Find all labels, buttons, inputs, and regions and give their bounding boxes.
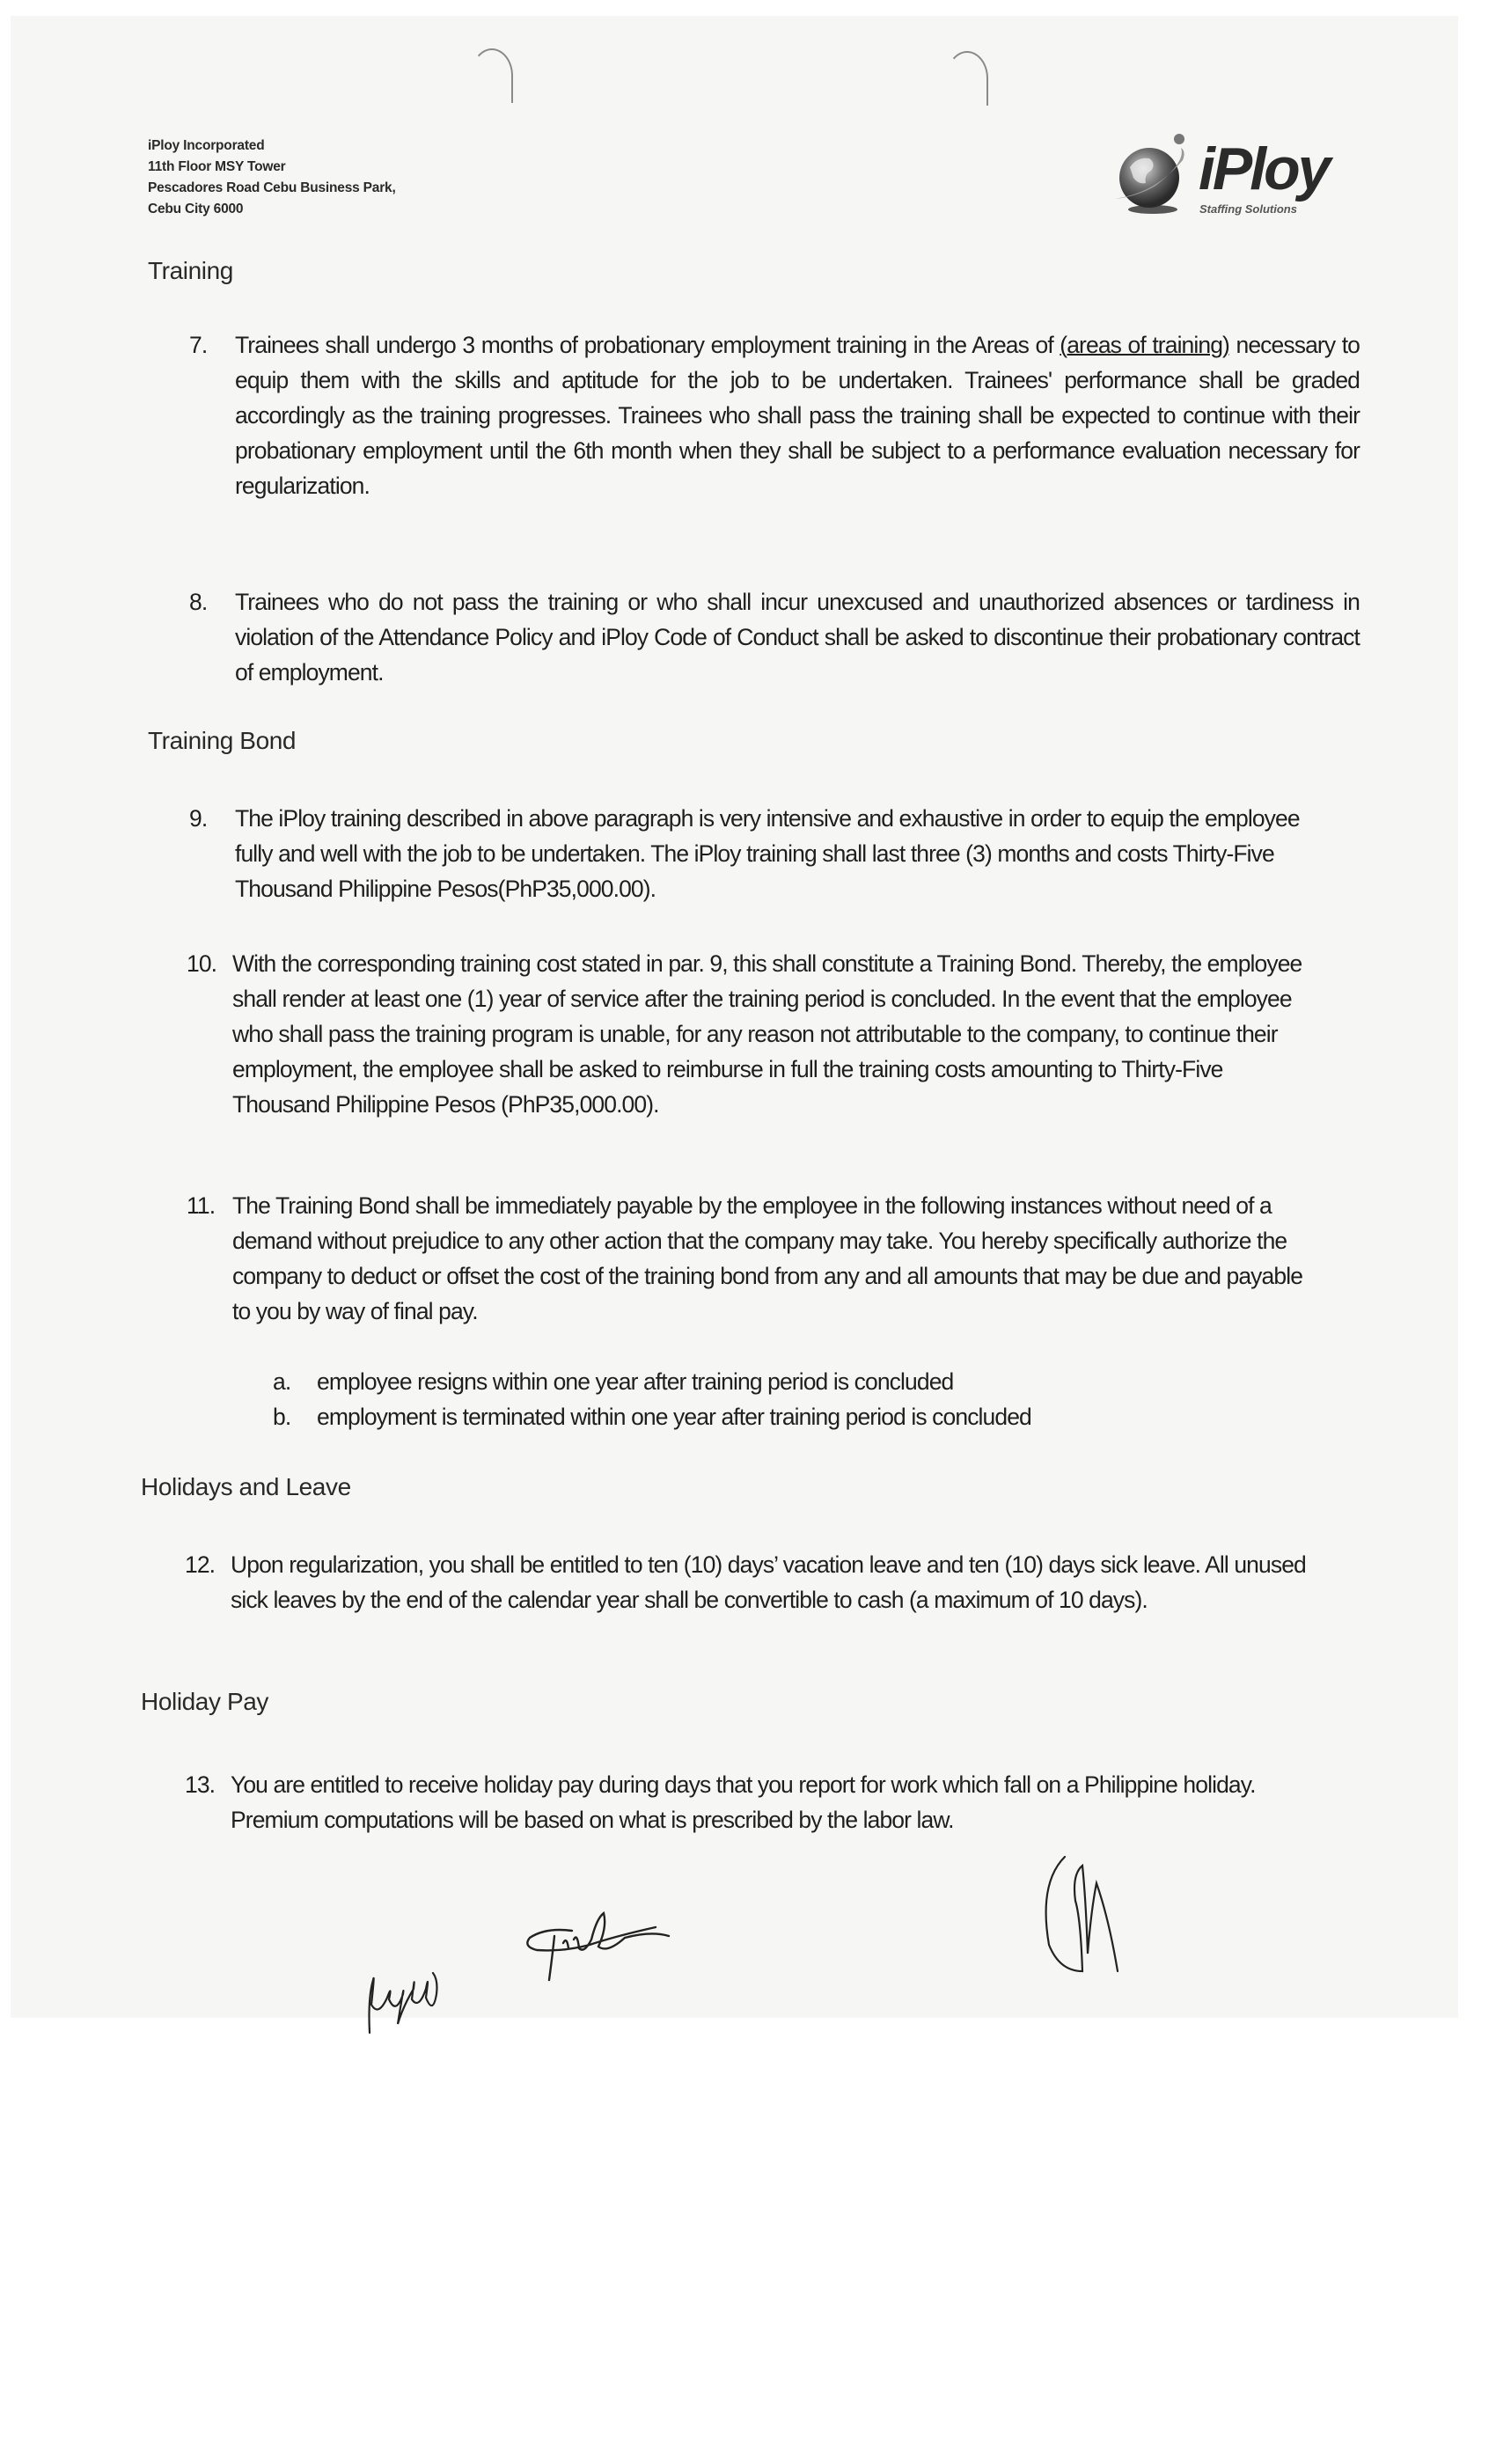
signature-right <box>1030 1848 1170 1989</box>
placeholder-areas-of-training: (areas of training) <box>1060 332 1229 358</box>
signature-left <box>352 1945 484 2042</box>
address-line: Pescadores Road Cebu Business Park, <box>148 180 396 195</box>
paragraph-number: 12. <box>185 1551 216 1578</box>
signature-middle <box>484 1901 678 1989</box>
section-heading-holidays-and-leave: Holidays and Leave <box>141 1473 351 1500</box>
section-heading-holiday-pay: Holiday Pay <box>141 1688 269 1715</box>
list-marker: b. <box>273 1404 291 1430</box>
company-address <box>148 136 396 220</box>
list-marker: a. <box>273 1368 291 1395</box>
company-logo <box>1111 132 1357 220</box>
list-item-text: employee resigns within one year after training period is concluded <box>317 1368 954 1395</box>
logo-wordmark: iPloy <box>1199 136 1329 202</box>
address-line: Cebu City 6000 <box>148 202 244 216</box>
paragraph-number: 11. <box>187 1192 216 1219</box>
punch-hole-mark <box>471 48 513 103</box>
logo-tagline: Staffing Solutions <box>1199 202 1297 216</box>
paragraph-text: The Training Bond shall be immediately payable by the employee in the following instances without need of a demand without prejudice to any other action that the company may take. You hereby specifically authorize the company to deduct or offset the cost of the training bond from any and all amounts that may be due and payable to you by way of final pay. <box>232 1192 1303 1324</box>
paragraph-number: 7. <box>189 332 208 358</box>
paragraph-number: 10. <box>187 950 217 977</box>
punch-hole-mark <box>946 51 988 106</box>
paragraph-number: 9. <box>189 805 208 832</box>
paragraph-9 <box>189 801 1342 906</box>
paragraph-7 <box>189 327 1360 503</box>
paragraph-10 <box>187 946 1315 1122</box>
paragraph-text: Trainees who do not pass the training or who shall incur unexcused and unauthorized absences or tardiness in violation of the Attendance Policy and iPloy Code of Conduct shall be asked to discontinue their probationary contract of employment. <box>235 589 1360 686</box>
paragraph-text <box>235 327 1360 503</box>
list-item-b <box>273 1399 1031 1434</box>
paragraph-12 <box>185 1547 1341 1617</box>
paragraph-text: The iPloy training described in above paragraph is very intensive and exhaustive in order to equip the employee fully and well with the job to be undertaken. The iPloy training shall last three (3) months and costs Thirty-Five Thousand Philippine Pesos(PhP35,000.00). <box>235 805 1300 902</box>
paragraph-text-part: Trainees shall undergo 3 months of probationary employment training in the Areas of <box>235 332 1060 358</box>
paragraph-8 <box>189 584 1360 690</box>
globe-icon <box>1111 132 1199 220</box>
list-item-text: employment is terminated within one year after training period is concluded <box>317 1404 1031 1430</box>
paragraph-text: You are entitled to receive holiday pay during days that you report for work which fall on a Philippine holiday. Premium computations will be based on what is prescribed by the labor law. <box>231 1771 1256 1833</box>
paragraph-text: With the corresponding training cost stated in par. 9, this shall constitute a Training Bond. Thereby, the employee shall render at least one (1) year of service after the training period is concluded. In the event that the employee who shall pass the training program is unable, for any reason not attributable to the company, to continue their employment, the employee shall be asked to reimburse in full the training costs amounting to Thirty-Five Thousand Philippine Pesos (PhP35,000.00). <box>232 950 1302 1118</box>
paragraph-text: Upon regularization, you shall be entitled to ten (10) days’ vacation leave and ten (10) days sick leave. All unused sick leaves by the end of the calendar year shall be convertible to cash (a maximum of 10 days). <box>231 1551 1306 1613</box>
section-heading-training-bond: Training Bond <box>148 727 297 754</box>
paragraph-text-part: necessary to equip them with the skills and aptitude for the job to be undertaken. Trainees' performance shall be graded accordingly as the training progresses. Trainees who shall pass the training shall be expected to continue with their probationary employment until the 6th month when they shall be subject to a performance evaluation necessary for regularization. <box>235 332 1360 499</box>
paragraph-11 <box>187 1188 1324 1329</box>
paragraph-number: 8. <box>189 589 208 615</box>
address-line: 11th Floor MSY Tower <box>148 159 286 174</box>
address-line: iPloy Incorporated <box>148 138 265 153</box>
section-heading-training: Training <box>148 257 233 284</box>
paragraph-number: 13. <box>185 1771 216 1798</box>
paragraph-13 <box>185 1767 1341 1837</box>
list-item-a <box>273 1364 953 1399</box>
